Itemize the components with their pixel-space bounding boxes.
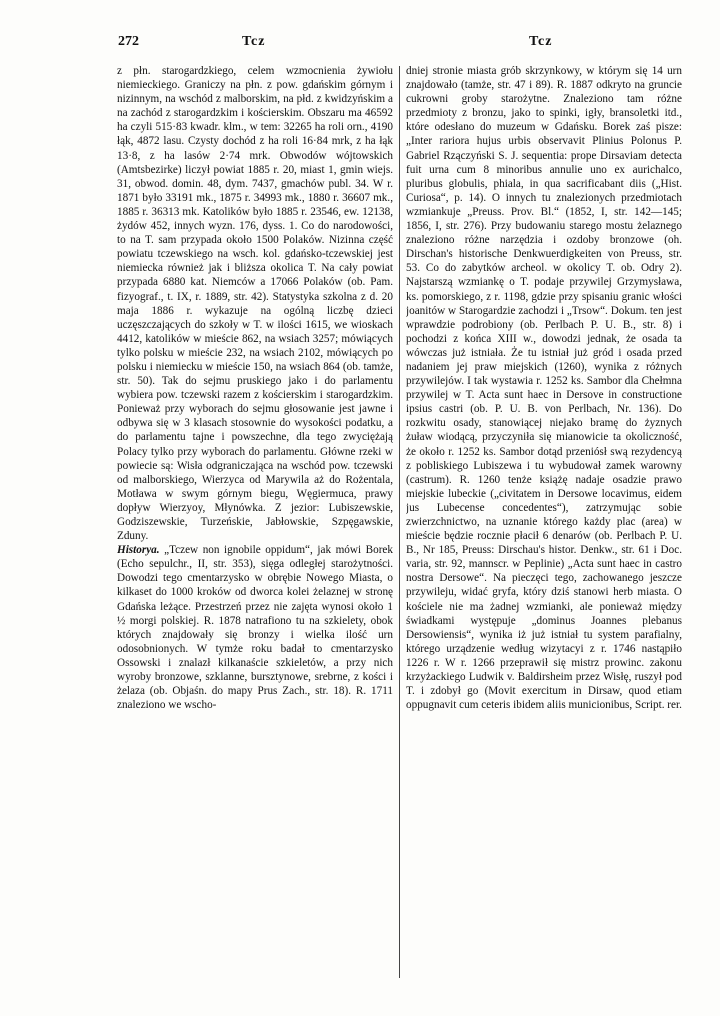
- right-paragraph-1: dniej stronie miasta grób skrzynkowy, w którym się 14 urn znajdowało (tamże, str. 47 i 89). R. 1887 odkryto na gruncie cukrowni groby starożytne. Znaleziono tam różne przedmioty z bronzu, jako to spinki, igły, bransoletki itd., które odesłano do muzeum w Gdańsku. Borek zaś pisze: „Inter rariora hujus urbis observavit Plinius Polonus P. Gabriel Rzączyński S. J. sequentia: prope Dirsaviam detecta fuit urna cum 8 minoribus annulie uno ex aurichalco, pluribus globulis, phiala, in qua sacrificabant diis („Hist. Curiosa“, p. 14). O innych tu znalezionych przedmiotach wzmiankuje „Preuss. Prov. Bl.“ (1852, I, str. 142—145; 1856, I, str. 276). Przy budowaniu starego mostu żelaznego znaleziono różne narzędzia i ozdoby bronzowe (oh. Dirschan's historische Denkwuerdigkeiten von Preuss, str. 53. Co do zabytków archeol. w okolicy T. ob. Odry 2). Najstarszą wzmiankę o T. podaje przywilej Grzymysława, ks. pomorskiego, z r. 1198, gdzie przy spisaniu granic włości joanitów w Starogardzie zachodzi i „Trsow“. Dokum. ten jest wprawdzie podrobiony (ob. Perlbach P. U. B., str. 8) i pochodzi z końca XIII w., dowodzi jednak, że osada ta wówczas już istniała. Że tu istniał już gród i osada przed nadaniem jej praw miejskich (1260), wynika z różnych przywilejów. I tak wystawia r. 1252 ks. Sambor dla Chełmna przywilej w T. Acta sunt haec in Dersove in constructione ipsius castri (ob. P. U. B. von Perlbach, Nr. 136). Do rozkwitu osady, stanowiącej niejako bramę do żyznych żuław wiodącą, przyczyniła się mianowicie ta okoliczność, że około r. 1252 ks. Sambor dotąd przeniósł swą rezydencyą z pobliskiego Lubiszewa i tu wybudował zamek warowny (castrum). R. 1260 tenże książę nadaje osadzie prawo miejskie lubeckie („civitatem in Dersowe locavimus, eidem jus Lubecense concedentes“), zatrzymując sobie zwierzchnictwo, na uznanie którego każdy plac (area) w mieście będzie rocznie płacił 6 denarów (ob. Perlbach P. U. B., Nr 185, Preuss: Dirschau's histor. Denkw., str. 61 i Doc. varia, str. 92, mannscr. w Peplinie) „Acta sunt haec in castro nostra Dersowe“. Na pieczęci tego, zachowanego jeszcze przywileju, widać gryfa, który dziś stanowi herb miasta. O kościele nie ma żadnej wzmianki, ale ponieważ między świadkami występuje „dominus Joannes plebanus Dersowiensis“, wynika iż już istniał tu system parafialny, którego urządzenie według wizytacyi z r. 1746 nastąpiło 1226 r. W r. 1266 przeprawił się mistrz prowinc. zakonu krzyżackiego Ludwik v. Baldirsheim przez Wisłę, ruszył pod T. i zdobył go (Movit exercitum in Dirsaw, quod etiam oppugnavit cum ceteris ibidem aliis municionibus, Script. rer.: [406, 65, 682, 712]
- historia-label: Historya.: [117, 544, 160, 557]
- page-number: 272: [118, 34, 139, 49]
- right-column: [406, 64, 682, 1006]
- running-head-right: Tcz: [529, 34, 553, 49]
- running-head-left: Tcz: [242, 34, 266, 49]
- left-column: [117, 64, 393, 1006]
- page-header: [112, 34, 692, 54]
- historia-text: „Tczew non ignobile oppidum“, jak mówi Borek (Echo sepulchr., II, str. 353), sięga odległej starożytności. Dowodzi tego cmentarzysko w obrębie Nowego Miasta, o kilkaset do 1000 kroków od dworca kolei żelaznej w stronę Gdańska leżące. Przestrzeń przez nie zajęta wynosi około 1 ½ morgi polskiej. R. 1878 natrafiono tu na szkielety, obok których znajdowały się bronzy i wielka ilość urn odosobnionych. W tymże roku badał to cmentarzysko Ossowski i znalazł kilkanaście szkieletów, a przy nich wyroby bronzowe, szklanne, bursztynowe, srebrne, z kości i żelaza (ob. Objaśn. do mapy Prus Zach., str. 18). R. 1711 znaleziono we wscho-: [117, 544, 393, 712]
- column-divider: [399, 66, 400, 978]
- left-paragraph-1: z płn. starogardzkiego, celem wzmocnienia żywiołu niemieckiego. Graniczy na płn. z pow. gdańskim górnym i nizinnym, na wschód z malborskim, na płd. z kwidzyńskim a na zachód z starogardzkim i kościerskim. Obszaru ma 46592 ha czyli 515·83 kwadr. klm., w tem: 32265 ha roli orn., 4190 łąk, 4872 lasu. Czysty dochód z ha roli 16·84 mrk, z ha łąk 13·8, z ha lasów 2·74 mrk. Obwodów wójtowskich (Amtsbezirke) liczył powiat 1885 r. 20, miast 1, gmin wiejs. 31, obwod. domin. 48, dym. 7437, gmachów publ. 34. W r. 1871 było 33191 mk., 1875 r. 34993 mk., 1880 r. 36607 mk., 1885 r. 36313 mk. Katolików było 1885 r. 23546, ew. 12138, żydów 452, innych wyzn. 176, dyss. 1. Co do narodowości, to na T. sam przypada około 1500 Polaków. Nizinna część powiatu tczewskiego na wsch. kol. gdańsko-tczewskiej jest niemiecka również jak i bliższa okolica T. Na cały powiat przypada 6880 kat. Niemców a 17066 Polaków (ob. Pam. fizyograf., t. IX, r. 1889, str. 42). Statystyka szkolna z d. 20 maja 1886 r. wykazuje na ogólną liczbę dzieci uczęszczających do szkoły w T. w ilości 1615, we wioskach 4412, katolików w mieście 862, na wsiach 3257; mówiących tylko polsku w mieście 232, na wsiach 2102, mówiących po polsku i niemiecku w mieście 150, na wsiach 864 (ob. tamże, str. 50). Tak do sejmu pruskiego jako i do parlamentu wybiera pow. tczewski razem z kościerskim i starogardzkim. Ponieważ przy wyborach do sejmu głosowanie jest jawne i odbywa się w 3 klasach stosownie do wysokości podatku, a do parlamentu tajne i powszechne, dla tego zwyciężają Polacy tylko przy wyborach do parlamentu. Główne rzeki w powiecie są: Wisła odgraniczająca na wschód pow. tczewski od malborskiego, Wierzyca od Marywila aż do Rożentala, Motława w swym górnym biegu, Węgiermuca, prawy dopływ Wierzyoy, Młynówka. Z jezior: Lubiszewskie, Godziszewskie, Turzeńskie, Jabłowskie, Szpęgawskie, Zduny.: [117, 65, 393, 543]
- left-paragraph-2: [117, 543, 393, 712]
